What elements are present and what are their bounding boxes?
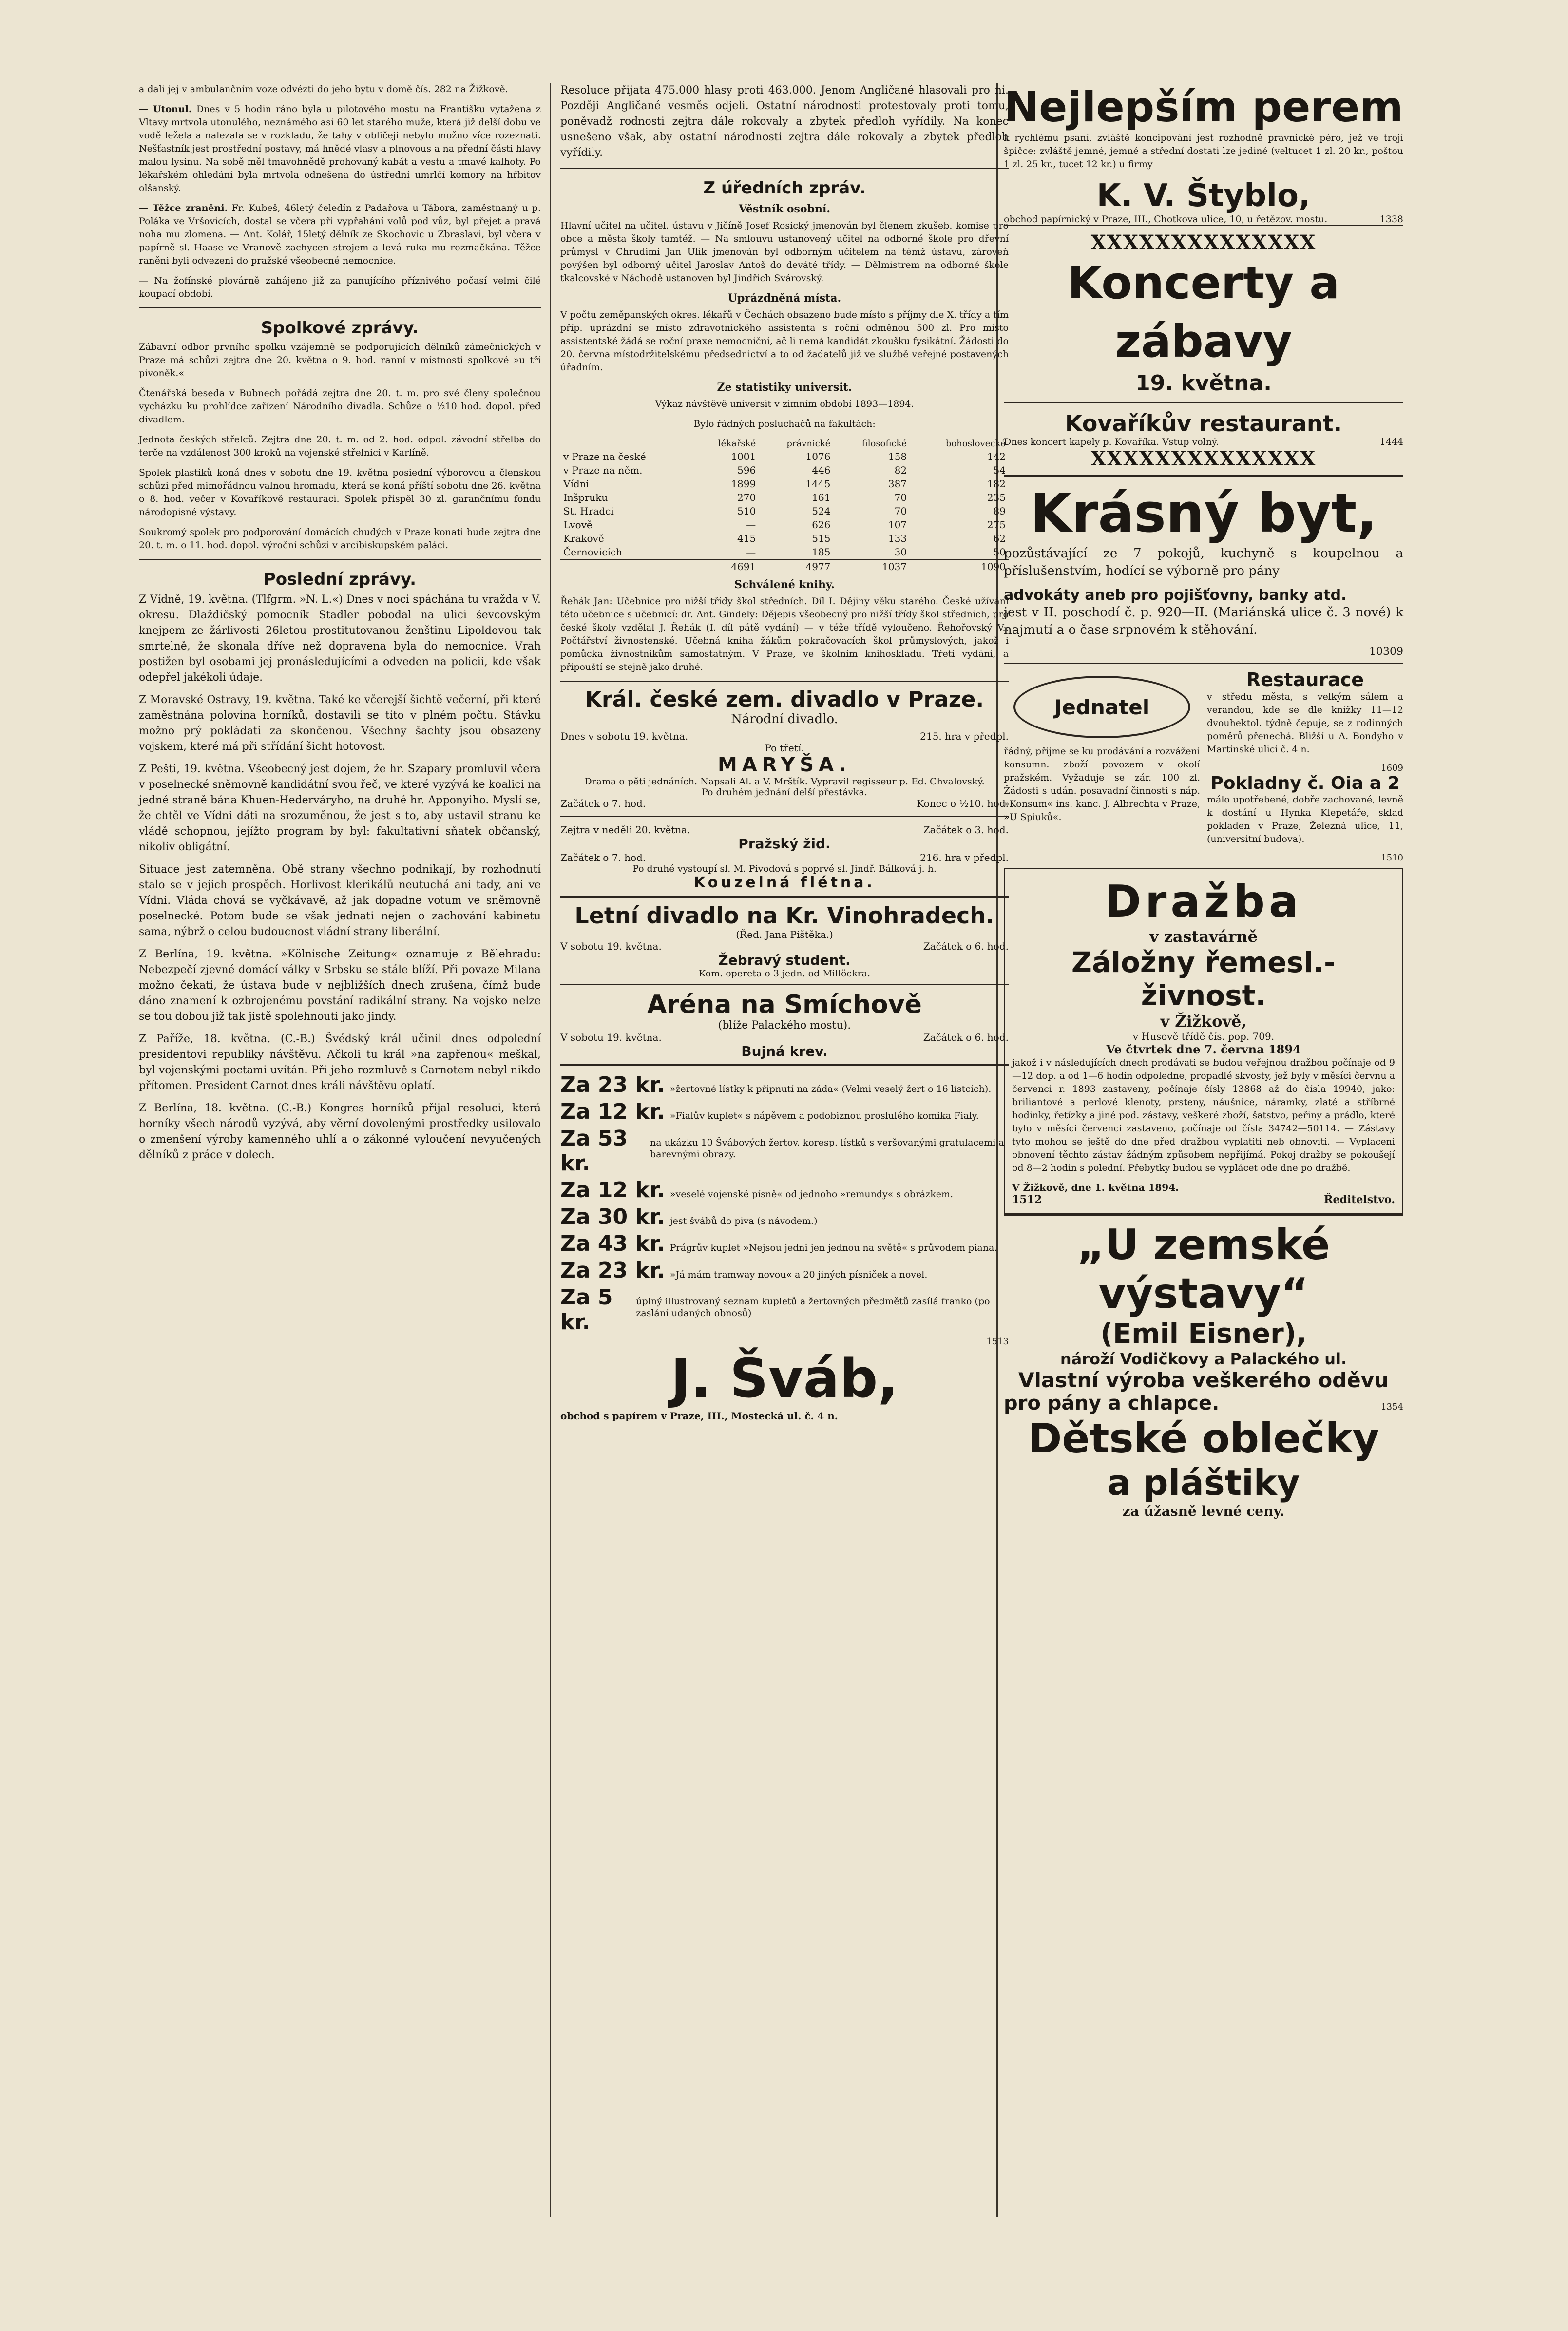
eisner-ad: [1004, 1214, 1403, 1524]
theatre-subtitle: (blíže Palackého mostu).: [718, 1019, 851, 1032]
theatre-ad: [560, 984, 1009, 1064]
news-item: Situace jest zatemněna. Obě strany všechno podnikají, by rozhodnutí stalo se v jejich prospěch. Horlivost klerikálů neutuchá ani tady, ani ve Vídni. Vláda chová se vyčkávavě, až jak dopadne votum ve sněmovně poselnecké. Potom bude se však jednati nejen o zachování kabinetu sama, nýbrž o celou budoucnost vládní strany liberální.: [139, 863, 541, 938]
table-row: [560, 532, 1009, 545]
divider: [560, 168, 1009, 169]
program-perf: 216. hra v předpl.: [920, 852, 1009, 863]
table-header: filosofické: [861, 439, 907, 449]
play-title: Žebravý student.: [718, 952, 851, 968]
paragraph: a dali jej v ambulančním voze odvézti do jeho bytu v domě čís. 282 na Žižkově.: [139, 84, 508, 95]
advertiser-address-line: [1004, 214, 1403, 225]
program-start: Začátek o 6. hod.: [923, 1032, 1009, 1043]
table-cell: 30: [894, 546, 907, 558]
table-cell: 515: [812, 533, 831, 544]
table-cell: 82: [894, 464, 907, 476]
ad-text: pozůstávající ze 7 pokojů, kuchyně s koupelnou a příslušenstvím, hodící se výborně pro pány: [1004, 546, 1403, 578]
ad-subheading: v Žižkově,: [1160, 1012, 1247, 1031]
price-list: [560, 1072, 1009, 1335]
table-cell: 524: [812, 505, 831, 517]
price-item: [560, 1204, 1009, 1229]
drazba-ad: [1004, 868, 1403, 1214]
ad-code: 1512: [1012, 1193, 1042, 1206]
ad-text: málo upotřebené, dobře zachované, levně k dostání u Hynka Klepetáře, sklad pokladen v Praze, Železná ulice, 11, (universitní budova).: [1207, 794, 1403, 844]
table-row: [560, 504, 1009, 518]
play-desc: Kom. opereta o 3 jedn. od Millöckra.: [699, 968, 870, 979]
ad-headline: Jednatel: [1054, 695, 1150, 719]
theatre-subtitle: Národní divadlo.: [731, 712, 838, 726]
news-item: Z Vídně, 19. května. (Tlfgrm. »N. L.«) Dnes v noci spáchána tu vražda v V. okresu. Dlaždičský pomocník Stadler pobodal na ulici ševcovským knejpem ze žárlivosti 26letou prostitutovanou ženštinu Lipoldovou tak smrtelně, že skonala dříve než dopravena byla do nemocnice. Vrah postižen byl osobami jej pronásledujícími a odveden na policii, kde však odepřel jakékoli údaje.: [139, 593, 541, 684]
table-header-row: [560, 438, 1009, 450]
table-cell: 133: [888, 533, 907, 544]
article-tezce: [139, 202, 541, 267]
program-line: [560, 940, 1009, 952]
program-note: Po druhém jednání delší přestávka.: [702, 787, 867, 798]
table-cell: 596: [737, 464, 756, 476]
advertiser-address: nároží Vodičkovy a Palackého ul.: [1060, 1350, 1347, 1368]
ad-code: 1513: [986, 1337, 1009, 1347]
ad-line: [1004, 1392, 1403, 1414]
news-item: Z Pešti, 19. května. Všeobecný jest dojem, že hr. Szapary promluvil včera v poselnecké sněmovně kandidátní svou řeč, ve které vyzývá ke koalici na jedné straně bána Khuen-Hederváryho, na druhé hr. Apponyiho. Myslí se, že chtěl ve Vídni dáti na srozuměnou, že jest s to, aby ustavil stranu ke vládě schopnou, jejížto program by byl: fakultativní sňatek občanský, nikoliv obligátní.: [139, 763, 541, 853]
ad-headline: Nejlepším perem: [1004, 83, 1403, 132]
program-end: Konec o ½10. hod.: [917, 798, 1009, 809]
table-cell: 415: [737, 533, 756, 544]
price-desc: »Fialův kuplet« s nápěvem a podobiznou proslulého komika Fialy.: [669, 1110, 979, 1121]
play-title: Pražský žid.: [738, 836, 831, 852]
spolek-item: Čtenářská beseda v Bubnech pořádá zejtra dne 20. t. m. pro své členy společnou vycházku ku prohlídce zařízení Národního divadla. Schůze o ½10 hod. dopol. před divadlem.: [139, 388, 541, 425]
article-title: — Těžce zraněni.: [139, 203, 228, 213]
ad-line: [1012, 1193, 1395, 1206]
article-zofin: — Na žofínské plovárně zahájeno již za panujícího příznivého počasí velmi čilé koupací období.: [139, 275, 541, 299]
ad-text: řádný, přijme se ku prodávání a rozváženi konsumn. zboží povozem v okolí pražském. Vyžaduje se zár. 100 zl. Žádosti s udán. posavadní činnosti s náp. »Konsum« ins. kanc. J. Albrechta v Praze, »U Spiuků«.: [1004, 746, 1200, 822]
svab-ad: [560, 1064, 1009, 1427]
divider: [560, 816, 1009, 817]
table-row: [560, 477, 1009, 491]
price-value: Za 23 kr.: [560, 1258, 665, 1283]
play-title: Kouzelná flétna.: [694, 874, 875, 891]
table-cell: [560, 559, 693, 573]
table-cell: 62: [993, 533, 1006, 544]
table-cell: 89: [993, 505, 1006, 517]
table-cell: 142: [987, 451, 1006, 462]
table-cell: 185: [812, 546, 831, 558]
table-row: [560, 491, 1009, 504]
ad-headline: Krásný byt,: [1030, 482, 1377, 544]
table-cell: Lvově: [563, 519, 593, 531]
table-cell: 1090: [910, 559, 1009, 573]
subheading: Schválené knihy.: [734, 578, 835, 591]
price-desc: »veselé vojenské písně« od jednoho »remundy« s obrázkem.: [669, 1189, 954, 1200]
ad-code: 1444: [1379, 437, 1403, 447]
price-desc: jest švábů do piva (s návodem.): [669, 1216, 818, 1226]
news-item: Z Berlína, 18. května. (C.-B.) Kongres horníků přijal resoluci, která horníky všech národů vyzývá, aby věrní dovolenými prostředky usilovalo o zmenšení výroby kamenného uhlí a o zákonné vyloučení nevyučených dělníků z práce v dolech.: [139, 1102, 541, 1161]
table-cell: 235: [987, 492, 1006, 503]
ad-code: 1609: [1381, 763, 1403, 773]
table-cell: 70: [894, 492, 907, 503]
ad-text: jest v II. poschodí č. p. 920—II. (Mariánská ulice č. 3 nové) k najmutí a o čase srpnovém k stěhování.: [1004, 605, 1403, 637]
table-cell: 161: [812, 492, 831, 503]
price-item: [560, 1258, 1009, 1283]
program-line: [560, 1032, 1009, 1043]
advertiser-address: obchod papírnický v Praze, III., Chotkova ulice, 10, u řetězov. mostu.: [1004, 214, 1328, 225]
program-note: Po druhé vystoupí sl. M. Pivodová s poprvé sl. Jindř. Bálková j. h.: [632, 863, 937, 874]
theatre-ad: [560, 896, 1009, 984]
table-cell: v Praze na něm.: [563, 464, 643, 476]
program-perf: 215. hra v předpl.: [920, 730, 1009, 742]
table-cell: Krakově: [563, 533, 604, 544]
divider: [139, 307, 541, 308]
table-cell: 270: [737, 492, 756, 503]
table-header: bohoslovecké: [945, 439, 1006, 449]
advertiser-name: K. V. Štyblo,: [1096, 178, 1311, 214]
program-note: Po třetí.: [765, 742, 804, 754]
price-value: Za 12 kr.: [560, 1178, 665, 1203]
column-middle: [560, 83, 1009, 1427]
article-body: Dnes v 5 hodin ráno byla u pilotového mostu na Františku vytažena z Vltavy mrtvola utonulého, neznámého asi 60 let starého muže, která již delší dobu ve vodě ležela a nalezala se v rozkladu, že tahy v obličeji nebylo možno více rozeznati. Nešťastník jest prostřední postavy, má hnědé vlasy a plnovous a na přední části hlavy malou lysinu. Na sobě měl tmavohnědě prohovaný kabát a vestu a tmavé kalhoty. Po lékařském ohledání byla mrtvola odnešena do ústřední umrlčí komory na hřbitov olšanský.: [139, 104, 541, 193]
news-item: Z Berlína, 19. května. »Kölnische Zeitung« oznamuje z Bělehradu: Nebezpečí zjevné domácí války v Srbsku se stále blíží. Při povaze Milana možno čekati, že ústava bude v nejbližších dnech zrušena, čímž bude dáno znamení k ozbrojenému povstání radikální strany. Na vojsko nelze se tou dobou již tak jistě spolehnouti jako jindy.: [139, 948, 541, 1023]
table-cell: Inšpruku: [563, 492, 608, 503]
paragraph: V počtu zeměpanských okres. lékařů v Čechách obsazeno bude místo s příjmy dle X. třídy a tím příp. uprázdní se místo zdravotnického assistenta s roční odměnou 500 zl. Pro místo assistentské žádá se roční praxe nemocniční, ač li nemá kandidát zkoušku fysikátní. Žádosti do 20. června místodržitelskému předsednictví a to od žadatelů již ve službě veřejné postavených úřadním.: [560, 309, 1009, 373]
news-item: Z Moravské Ostravy, 19. května. Také ke včerejší šichtě večerní, při které zaměstnána polovina horníků, dostavili se tito v plném počtu. Stávku možno prý pokládati za skončenou. Všechny šachty jsou obsazeny vojskem, které má při střídání šicht hotovost.: [139, 694, 541, 753]
program-line: [560, 852, 1009, 863]
price-item: [560, 1072, 1009, 1097]
table-cell: 1037: [833, 559, 910, 573]
jednatel-ad: [1004, 669, 1200, 863]
program-date: V sobotu 19. května.: [560, 940, 662, 952]
table-cell: Vídni: [563, 478, 589, 490]
table-caption: Bylo řádných posluchačů na fakultách:: [693, 419, 876, 429]
subheading: Věstník osobní.: [739, 203, 830, 215]
subheading: Uprázdněná místa.: [727, 292, 841, 305]
table-row: [560, 518, 1009, 532]
theatre-title: Aréna na Smíchově: [647, 990, 922, 1019]
article-title: — Utonul.: [139, 104, 192, 115]
play-title: Bujná krev.: [741, 1043, 828, 1059]
paragraph: Resoluce přijata 475.000 hlasy proti 463.000. Jenom Angličané hlasovali pro ni. Později Angličané vesměs odjeli. Ostatní národnosti protestovaly proti tomu, poněvadž rodnosti zejtra dále rokovaly a zbytek předloh vyřídily. Na konec usnešeno však, aby ostatní národnosti zejtra dále rokovaly a zbytek předloh vyřídily.: [560, 84, 1009, 159]
column-right: [1004, 83, 1403, 1524]
table-cell: St. Hradci: [563, 505, 614, 517]
advertiser-address: obchod s papírem v Praze, III., Mostecká ul. č. 4 n.: [560, 1410, 838, 1422]
paragraph: Výkaz návštěvě universit v zimním období 1893—1894.: [655, 399, 914, 409]
table-cell: 387: [888, 478, 907, 490]
play-title: MARYŠA.: [717, 754, 852, 776]
price-value: Za 30 kr.: [560, 1204, 665, 1229]
byt-ad: [1004, 475, 1403, 663]
program-start: Začátek o 6. hod.: [923, 940, 1009, 952]
spolek-item: Zábavní odbor prvního spolku vzájemně se podporujících dělníků zámečnických v Praze má schůzi zejtra dne 20. května o 9. hod. ranní v místnosti spolkové »u tří pivoněk.«: [139, 342, 541, 379]
play-desc: Drama o pěti jednáních. Napsali Al. a V. Mrštík. Vypravil regisseur p. Ed. Chvalovský.: [584, 776, 985, 787]
small-ads: [1004, 663, 1403, 868]
program-start: Začátek o 3. hod.: [923, 824, 1009, 836]
table-cell: 510: [737, 505, 756, 517]
price-value: Za 5 kr.: [560, 1285, 613, 1335]
ad-subheading: v zastavárně: [1149, 927, 1258, 946]
ad-headline: Restaurace: [1246, 669, 1364, 690]
price-value: Za 12 kr.: [560, 1099, 665, 1124]
program-date: Zejtra v neděli 20. května.: [560, 824, 690, 836]
table-cell: 70: [894, 505, 907, 517]
ad-headline: Koncerty a zábavy: [1067, 257, 1340, 367]
section-heading: Spolkové zprávy.: [261, 318, 419, 338]
program-start: Začátek o 7. hod.: [560, 798, 646, 809]
ad-code: 1354: [1381, 1402, 1403, 1412]
table-cell: 54: [993, 464, 1006, 476]
spolek-item: Jednota českých střelců. Zejtra dne 20. t. m. od 2. hod. odpol. závodní střelba do terče na vzdálenost 300 kroků na vojenské střelnici v Karlíně.: [139, 434, 541, 458]
university-table: [560, 438, 1009, 573]
table-cell: —: [746, 519, 756, 531]
divider: [139, 559, 541, 560]
paragraph: Hlavní učitel na učitel. ústavu v Jičíně Josef Rosický jmenován byl členem zkušeb. komise pro obce a města školy tamtéž. — Na smlouvu ustanovený učitel na odborné škole pro dřevní průmysl v Chrudimi Jan Ulík jmenován byl odborným učitelem na témž ústavu, zároveň povýšen byl odborný učitel Jaroslav Antoš do deváté třídy. — Dělmistrem na odborné škole tkalcovské v Náchodě ustanoven byl Jindřich Svárovský.: [560, 220, 1009, 284]
theatre-title: Letní divadlo na Kr. Vinohradech.: [574, 902, 994, 929]
program-line: [560, 798, 1009, 809]
border-pattern: XXXXXXXXXXXXXX: [1090, 231, 1317, 254]
subheading: Ze statistiky universit.: [717, 381, 852, 394]
article-utonul: [139, 103, 541, 195]
ad-text: Dnes koncert kapely p. Kovaříka. Vstup volný.: [1004, 437, 1219, 447]
price-desc: na ukázku 10 Švábových žertov. koresp. lístků s veršovanými gratulacemi a barevnými obrazy.: [650, 1137, 1004, 1160]
news-item: Z Paříže, 18. května. (C.-B.) Švédský král učinil dnes odpolední presidentovi republiky návštěvu. Ačkoli tu král »na zapřenou« meškal, byl vojenskými poctami uvítán. Při jeho rozmluvě s Carnotem nebyl nikdo přítomen. President Carnot dnes králi návštěvu oplatí.: [139, 1033, 541, 1092]
table-cell: v Praze na české: [563, 451, 646, 462]
price-desc: úplný illustrovaný seznam kupletů a žertovných předmětů zasílá franko (po zaslání udaných obnosů): [636, 1296, 990, 1318]
price-desc: »Já mám tramway novou« a 20 jiných písniček a novel.: [669, 1269, 928, 1280]
table-body: [560, 450, 1009, 573]
ad-text: pro pány a chlapce.: [1004, 1392, 1220, 1414]
price-value: Za 53 kr.: [560, 1126, 628, 1176]
spolek-item: Soukromý spolek pro podporování domácích chudých v Praze konati bude zejtra dne 20. t. m. o 11. hod. dopol. výroční schůzi v arcibiskupském paláci.: [139, 527, 541, 551]
paragraph: Řehák Jan: Učebnice pro nižší třídy škol středních. Díl I. Dějiny věku starého. České užívání této učebnice s učebnicí: dr. Ant. Gindely: Dějepis všeobecný pro nižší třídy škol středních, pro české školy vzdělal J. Řehák (I. díl pátě vydání) — v téže třídě vyloučeno. Řehořovský V.: Počtářství živnostenské. Učebná kniha žákům pokračovacích škol průmyslových, jakož i pomůcka živnostníkům samostatným. V Praze, ve školním knihoskladu. Třetí vydání, a připouští se stejně jako druhé.: [560, 596, 1009, 672]
spolek-item: Spolek plastiků koná dnes v sobotu dne 19. května posiední výborovou a členskou schůzi před mimořádnou valnou hromadu, která se koná příští sobotu dne 26. května o 8. hod. večer v Kovaříkově restauraci. Spolek přispěl 30 zl. garančnímu fondu národopisné výstavy.: [139, 467, 541, 517]
table-header: lékařské: [718, 439, 756, 449]
theatre-title: Král. české zem. divadlo v Praze.: [585, 687, 984, 712]
ad-code: 1510: [1381, 853, 1403, 863]
price-item: [560, 1099, 1009, 1124]
table-cell: Černovicích: [563, 546, 622, 558]
table-cell: 4977: [759, 559, 833, 573]
ad-headline: Dražba: [1105, 876, 1302, 927]
ad-headline: Pokladny č. Oia a 2: [1210, 773, 1400, 793]
price-value: Za 43 kr.: [560, 1231, 665, 1256]
table-cell: 1445: [805, 478, 831, 490]
table-header: právnické: [786, 439, 831, 449]
article-body: Fr. Kubeš, 46letý čeledín z Padařova u Tábora, zaměstnaný u p. Poláka ve Vršovicích, dostal se včera při vypřahání volů pod vůz, byl přejet a pravá noha mu zlomena. — Ant. Kolář, 15letý dělník ze Skochovic u Zbraslavi, byl včera v papírně sl. Haase ve Vranově zachycen strojem a levá ruka mu rozmačkána. Těžce raněni byli odvezeni do pražské všeobecné nemocnice.: [139, 203, 541, 266]
ellipse-frame: [1013, 676, 1190, 738]
table-row: [560, 545, 1009, 559]
program-date: V sobotu 19. května.: [560, 1032, 662, 1043]
table-cell: 182: [987, 478, 1006, 490]
advertiser-name: Kovaříkův restaurant.: [1065, 410, 1342, 437]
ad-signature: Ředitelstvo.: [1324, 1193, 1395, 1206]
table-cell: 1076: [805, 451, 831, 462]
ad-headline: Dětské oblečky: [1028, 1414, 1379, 1462]
price-item: [560, 1285, 1009, 1335]
ad-text: v středu města, s velkým sálem a verandou, kde se dle knížky 11—12 dvouhektol. týdně čepuje, se z rodinných poměrů přenechá. Bližší u A. Bondyho v Martinské ulici č. 4 n.: [1207, 691, 1403, 755]
table-cell: 4691: [693, 559, 759, 573]
table-total-row: [560, 559, 1009, 573]
ad-line: [1004, 437, 1403, 447]
table-row: [560, 463, 1009, 477]
ad-text: k rychlému psaní, zvláště koncipování jest rozhodně právnické péro, jež ve trojí špičce: zvláště jemné, jemné a střední dostati lze jediné (veltucet 1 zl. 20 kr., poštou 1 zl. 25 kr., tucet 12 kr.) u firmy: [1004, 133, 1403, 170]
table-cell: 107: [888, 519, 907, 531]
table-cell: 158: [888, 451, 907, 462]
ad-headline: a pláštiky: [1107, 1462, 1300, 1503]
ad-code: 1338: [1379, 214, 1403, 225]
program-line: [560, 730, 1009, 742]
ad-bold: advokáty aneb pro pojišťovny, banky atd.: [1004, 587, 1347, 604]
table-cell: 626: [812, 519, 831, 531]
ad-text: Vlastní výroba veškerého oděvu: [1018, 1368, 1389, 1392]
table-row: [560, 450, 1009, 463]
table-cell: 1001: [731, 451, 756, 462]
ad-text: v Husově třídě čís. pop. 709.: [1132, 1031, 1275, 1042]
ad-headline: Záložny řemesl.-živnost.: [1071, 946, 1336, 1012]
column-left: [139, 83, 541, 1170]
section-heading: Poslední zprávy.: [263, 570, 417, 589]
price-value: Za 23 kr.: [560, 1072, 665, 1097]
price-desc: »žertovné lístky k připnutí na záda« (Velmi veselý žert o 16 lístcích).: [669, 1084, 992, 1094]
table-cell: 446: [812, 464, 831, 476]
table-header: [560, 438, 693, 450]
theatre-subtitle: (Řed. Jana Pištěka.): [736, 929, 833, 940]
ad-text: jakož i v následujících dnech prodávati se budou veřejnou dražbou počínaje od 9—12 dop. a od 1—6 hodin odpoledne, propadlé skvosty, jež byly v měsíci červnu a červenci r. 1893 zastaveny, počínaje čísly 13868 až do čísla 19940, jako: briliantové a perlové klenoty, prsteny, náušnice, náramky, zlaté a stříbrné hodinky, řetízky a jiné pod. zástavy, veškeré zboží, šatstvo, peřiny a prádlo, které bylo v měsíci červenci zastaveno, počínaje od čísla 34742—50114. — Zástavy tyto mohou se ještě do dne před dražbou vyplatiti neb obnoviti. — Vyplaceni obnovení těchto zástav žádným způsobem nepřijímá. Pokoj dražby se pokoušejí od 8—2 hodin s polední. Přebytky budou se vyplácet ode dne po dražbě.: [1012, 1057, 1395, 1173]
restaurace-ad: [1207, 669, 1403, 863]
ad-date: 19. května.: [1135, 371, 1272, 396]
table-cell: 50: [993, 546, 1006, 558]
table-cell: —: [746, 546, 756, 558]
spolkove-list: [139, 341, 541, 552]
column-rule: [550, 83, 551, 2217]
table-cell: 275: [987, 519, 1006, 531]
price-item: [560, 1126, 1009, 1176]
advertiser-name: (Emil Eisner),: [1100, 1318, 1307, 1350]
ad-code: 10309: [1369, 646, 1403, 658]
program-line: [560, 824, 1009, 836]
koncerty-ad: [1004, 225, 1403, 475]
border-pattern: XXXXXXXXXXXXXX: [1090, 447, 1317, 470]
table-cell: 1899: [731, 478, 756, 490]
ad-date: Ve čtvrtek dne 7. června 1894: [1106, 1042, 1301, 1056]
theatre-ad: [560, 681, 1009, 896]
program-start: Začátek o 7. hod.: [560, 852, 646, 863]
section-heading: Z úředních zpráv.: [703, 178, 866, 198]
ad-headline: „U zemské výstavy“: [1077, 1221, 1330, 1318]
price-desc: Prágrův kuplet »Nejsou jedni jen jednou na světě« s průvodem piana.: [669, 1242, 997, 1253]
ad-date: V Žižkově, dne 1. května 1894.: [1012, 1182, 1179, 1193]
price-item: [560, 1231, 1009, 1256]
ad-text: za úžasně levné ceny.: [1122, 1503, 1285, 1519]
price-item: [560, 1178, 1009, 1203]
program-date: Dnes v sobotu 19. května.: [560, 730, 688, 742]
advertiser-name: J. Šváb,: [670, 1347, 899, 1410]
divider: [1004, 402, 1403, 403]
